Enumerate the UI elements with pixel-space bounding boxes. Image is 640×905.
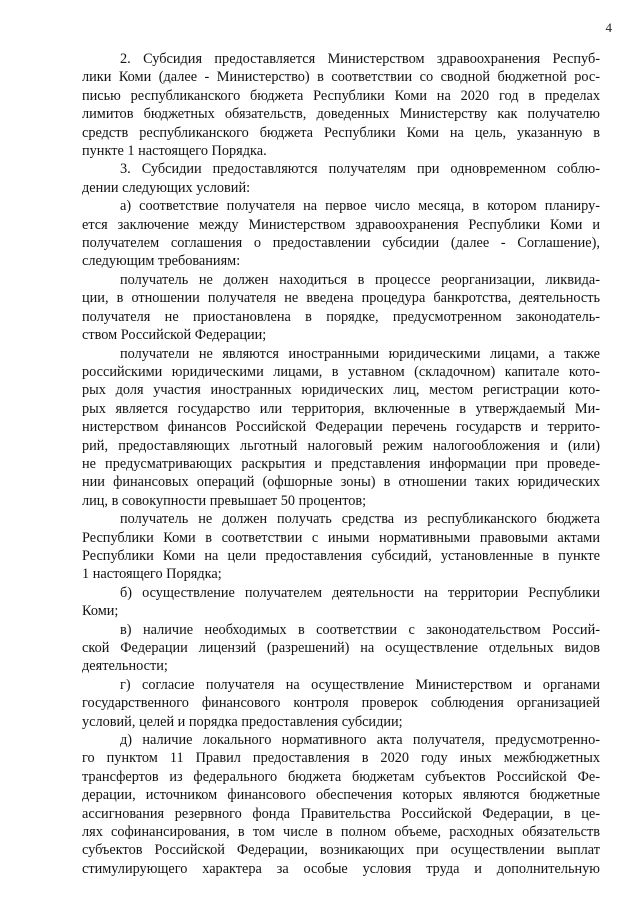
text-line: средств республиканского бюджета Республики Коми на цель, указанную в [82,124,600,141]
text-line: лях софинансирования, в том числе в полном объеме, расходных обязательств [82,824,600,841]
text-line: получатель не должен получать средства из республиканского бюджета [120,511,600,528]
text-line: деятельности; [82,658,168,675]
text-line: 1 настоящего Порядка; [82,566,222,583]
paragraph [82,584,600,621]
text-line: трансфертов из федерального бюджета бюджетам субъектов Российской Фе- [82,768,600,785]
text-line: рых доля участия иностранных юридических лиц, местом регистрации кото- [82,382,600,399]
text-line: ассигнования резервного фонда Правительства Российской Федерации, в це- [82,805,600,822]
text-line: нистерством финансов Российской Федерации перечень государств и террито- [82,419,600,436]
text-line: получатель не должен находиться в процессе реорганизации, ликвида- [120,271,600,288]
text-line: ством Российской Федерации; [82,327,267,344]
text-line: а) соответствие получателя на первое число месяца, в котором планиру- [120,198,600,215]
page-number: 4 [605,20,612,35]
text-line: лиц, в совокупности превышает 50 процентов; [82,492,367,509]
text-line: дерации, источником финансового обеспечения которых являются бюджетные [82,787,600,804]
text-line: стимулирующего характера за особые условия труда и дополнительную [82,860,600,877]
text-line: субъектов Российской Федерации, возникающих при осуществлении выплат [82,842,600,859]
text-line: дении следующих условий: [82,179,251,196]
paragraph [82,160,600,197]
text-line: 2. Субсидия предоставляется Министерством здравоохранения Респуб- [120,51,600,67]
text-line: в) наличие необходимых в соответствии с законодательством Россий- [120,621,600,638]
text-line: не предусматривающих раскрытия и представления информации при проведе- [82,455,600,472]
paragraph [82,197,600,271]
text-line: 3. Субсидии предоставляются получателям при одновременном соблю- [120,161,600,178]
text-line: получателем соглашения о предоставлении субсидии (далее - Соглашение), [82,235,600,252]
text-line: лимитов бюджетных обязательств, доведенных Министерству как получателю [82,106,600,123]
text-line: писью республиканского бюджета Республики Коми на 2020 год в пределах [82,87,600,104]
paragraph [82,621,600,676]
text-line: ется заключение между Министерством здравоохранения Республики Коми и [82,216,600,233]
text-line: рий, предоставляющих льготный налоговый режим налогообложения и (или) [82,437,600,454]
document-body [82,50,600,878]
text-line: ции, в отношении получателя не введена процедура банкротства, деятельность [82,290,600,307]
text-line: условий, целей и порядка предоставления субсидии; [82,713,403,730]
text-line: д) наличие локального нормативного акта получателя, предусмотренно- [120,732,600,749]
text-line: получатели не являются иностранными юридическими лицами, а также [120,345,600,362]
text-line: государственного финансового контроля проверок соблюдения организацией [82,695,600,712]
paragraph [82,50,600,160]
text-line: Республики Коми на цели предоставления субсидий, установленные в пункте [82,547,600,564]
text-line: г) согласие получателя на осуществление Министерством и органами [120,676,600,693]
text-line: лики Коми (далее - Министерство) в соответствии со сводной бюджетной рос- [82,69,600,86]
paragraph [82,345,600,511]
text-line: получателя не приостановлена в порядке, предусмотренном законодатель- [82,308,600,325]
text-line: ской Федерации лицензий (разрешений) на осуществление отдельных видов [82,640,600,656]
paragraph [82,510,600,584]
text-line: рых является государство или территория, включенные в утверждаемый Ми- [82,400,600,417]
text-line: следующим требованиям: [82,253,241,270]
text-line: б) осуществление получателем деятельности на территории Республики [120,584,600,601]
paragraph [82,731,600,878]
text-line: пункте 1 настоящего Порядка. [82,143,267,160]
text-line: го пунктом 11 Правил предоставления в 2020 году иных межбюджетных [82,750,600,767]
paragraph [82,271,600,345]
paragraph [82,676,600,731]
text-line: Республики Коми в соответствии с иными нормативными правовыми актами [82,529,600,546]
text-line: Коми; [82,603,119,620]
text-line: российскими юридическими лицами, в уставном (складочном) капитале кото- [82,363,600,380]
text-line: нии финансовых операций (офшорные зоны) в отношении таких юридических [82,474,600,491]
